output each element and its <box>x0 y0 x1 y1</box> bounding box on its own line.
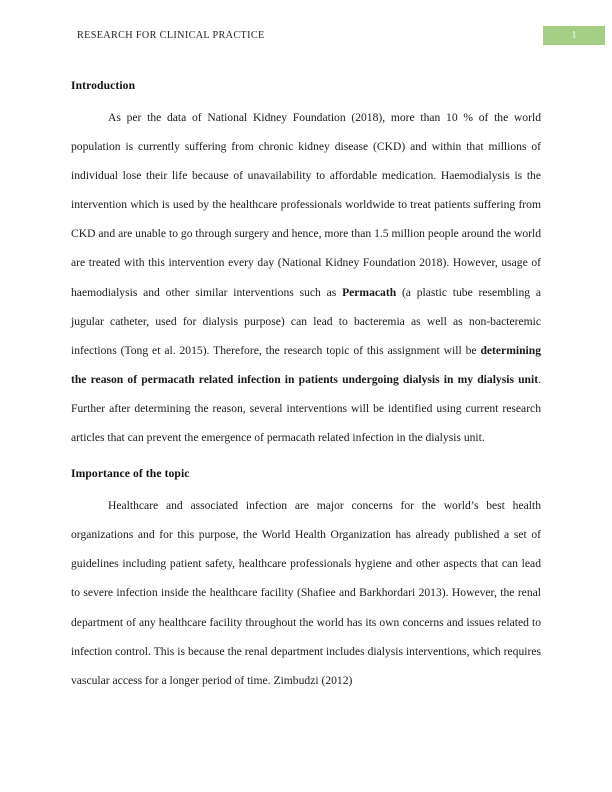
paragraph-introduction <box>71 103 541 452</box>
section-heading-importance-of-the-topic: Importance of the topic <box>71 467 190 481</box>
running-header <box>0 26 612 50</box>
document-body <box>71 78 541 695</box>
section-heading-introduction: Introduction <box>71 79 136 92</box>
body-text: Healthcare and associated infection are major concerns for the world’s best health organizations and for this purpose, the World Health Organization has already published a set of guidelines including patient safety, healthcare professionals hygiene and other aspects that can lead to severe infection inside the healthcare facility (Shafiee and Barkhordari 2013). However, the renal department of any healthcare facility throughout the world has its own concerns and issues related to infection control. This is because the renal department includes dialysis interventions, which requires vascular access for a longer period of time. Zimbudzi (2012) <box>71 499 541 687</box>
emphasized-text: determining the reason of permacath related infection in patients undergoing dialysis in my dialysis unit <box>71 343 541 386</box>
page-number-label: 1 <box>571 30 577 41</box>
body-text: . Further after determining the reason, several interventions will be identified using current research articles that can prevent the emergence of permacath related infection in the dialysis unit. <box>71 372 541 445</box>
running-header-title: RESEARCH FOR CLINICAL PRACTICE <box>77 30 265 41</box>
body-text: As per the data of National Kidney Foundation (2018), more than 10 % of the world population is currently suffering from chronic kidney disease (CKD) and within that millions of individual lose their life because of unavailability to affordable medication. Haemodialysis is the intervention which is used by the healthcare professionals worldwide to treat patients suffering from CKD and are unable to go through surgery and hence, more than 1.5 million people around the world are treated with this intervention every day (National Kidney Foundation 2018). However, usage of haemodialysis and other similar interventions such as <box>71 111 541 299</box>
page-number-badge <box>543 26 605 45</box>
paragraph-importance-of-the-topic <box>71 491 541 695</box>
body-text: (a plastic tube resembling a jugular catheter, used for dialysis purpose) can lead to bacteremia as well as non-bacteremic infections (Tong et al. 2015). Therefore, the research topic of this assignment will be <box>71 285 541 357</box>
section-spacer <box>71 452 541 466</box>
emphasized-text: Permacath <box>342 285 397 299</box>
